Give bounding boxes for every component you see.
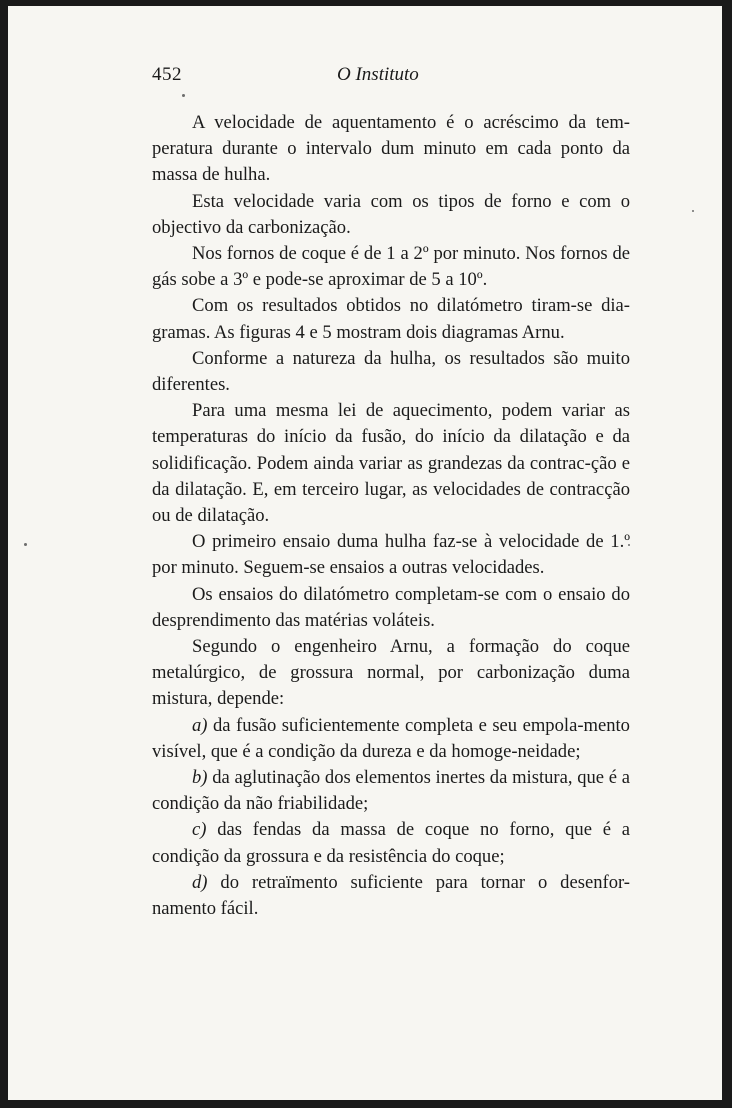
list-item-text: da fusão suficientemente completa e seu empola-mento visível, que é a condição da dureza e da homoge-neidade; bbox=[152, 714, 630, 762]
body-text bbox=[152, 110, 630, 922]
list-item-text: das fendas da massa de coque no forno, que é a condição da grossura e da resistência do coque; bbox=[152, 819, 630, 867]
print-speck bbox=[182, 94, 185, 97]
paragraph-8: Os ensaios do dilatómetro completam-se com o ensaio do desprendimento das matérias voláteis. bbox=[152, 583, 630, 631]
paragraph-6: Para uma mesma lei de aquecimento, podem variar as temperaturas do início da fusão, do início da dilatação e da solidificação. Podem ainda variar as grandezas da contrac-ção e da dilatação. E, em terceiro lugar, as velocidades de contracção ou de dilatação. bbox=[152, 400, 630, 527]
list-item-a bbox=[152, 713, 630, 765]
paragraph-2: Esta velocidade varia com os tipos de forno e com o objectivo da carbonização. bbox=[152, 190, 630, 238]
paragraph-3: Nos fornos de coque é de 1 a 2º por minuto. Nos fornos de gás sobe a 3º e pode-se aproximar de 5 a 10º. bbox=[152, 243, 630, 291]
list-item-d bbox=[152, 870, 630, 922]
page-header bbox=[152, 64, 482, 88]
paragraph-5: Conforme a natureza da hulha, os resultados são muito diferentes. bbox=[152, 347, 630, 396]
list-item-label: b) bbox=[192, 767, 208, 789]
list-item-b bbox=[152, 765, 630, 817]
page-number: 452 bbox=[152, 64, 182, 85]
list-item-label: d) bbox=[192, 871, 208, 893]
paragraph-1: A velocidade de aquentamento é o acréscimo da tem-peratura durante o intervalo dum minuto em cada ponto da massa de hulha. bbox=[152, 112, 630, 186]
paragraph-7: O primeiro ensaio duma hulha faz-se à velocidade de 1.º por minuto. Seguem-se ensaios a outras velocidades. bbox=[152, 531, 630, 579]
print-speck bbox=[24, 543, 27, 546]
paragraph-4: Com os resultados obtidos no dilatómetro tiram-se dia-gramas. As figuras 4 e 5 mostram dois diagramas Arnu. bbox=[152, 295, 630, 343]
list-item-text: da aglutinação dos elementos inertes da mistura, que é a condição da não friabilidade; bbox=[152, 767, 630, 815]
list-item-c bbox=[152, 817, 630, 869]
list-item-text: do retraïmento suficiente para tornar o desenfor-namento fácil. bbox=[152, 871, 630, 920]
running-title: O Instituto bbox=[337, 64, 419, 85]
list-item-label: a) bbox=[192, 714, 208, 736]
paragraph-9: Segundo o engenheiro Arnu, a formação do coque metalúrgico, de grossura normal, por carbonização duma mistura, depende: bbox=[152, 636, 630, 710]
print-speck bbox=[692, 210, 694, 212]
list-item-label: c) bbox=[192, 819, 207, 841]
